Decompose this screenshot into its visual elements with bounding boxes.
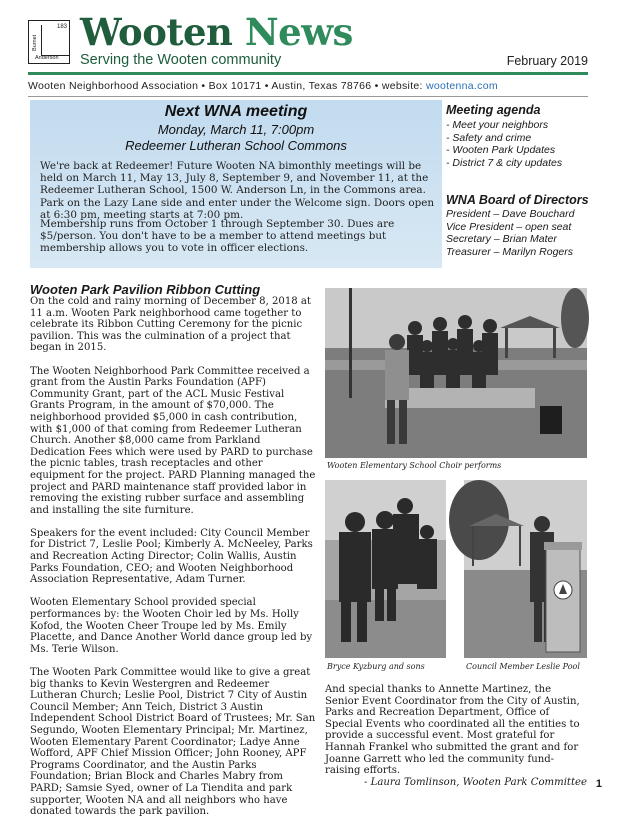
agenda-item: - Safety and crime xyxy=(446,131,532,144)
agenda-item: - District 7 & city updates xyxy=(446,156,563,169)
logo-street-line xyxy=(41,25,42,55)
article-paragraph: And special thanks to Annette Martinez, the Senior Event Coordinator from the City of Austin, Parks and Recreation Department, Office of Special Events who coordinated all the entities to provide a successful event. Most grateful for Hannah Frankel who submitted the grant and for Joanne Garrett who led the community fund-raising efforts. xyxy=(325,684,580,777)
board-member: President – Dave Bouchard xyxy=(446,208,575,220)
title-wooten: Wooten xyxy=(80,10,233,54)
council-member-photo-image xyxy=(464,480,587,658)
board-member: Secretary – Brian Mater xyxy=(446,233,557,245)
header-divider xyxy=(28,72,588,75)
title-news: News xyxy=(244,10,353,54)
council-member-photo xyxy=(464,480,587,658)
address-text: Wooten Neighborhood Association • Box 10171 • Austin, Texas 78766 • website: xyxy=(28,80,423,92)
tagline: Serving the Wooten community xyxy=(80,52,282,68)
website-link[interactable]: wootenna.com xyxy=(425,80,498,92)
article-paragraph: Speakers for the event included: City Council Member for District 7, Leslie Pool; Kimberly A. McNeeley, Parks and Recreation Acting Director; Colin Wallis, Austin Parks Foundation, CEO; and Wooten Neighborhood Association Representative, Adam Turner. xyxy=(30,527,313,586)
wna-logo xyxy=(28,20,70,64)
article-paragraph: Wooten Elementary School provided special performances by: the Wooten Choir led by Ms. Holly Kofod, the Wooten Cheer Troupe led by Ms. Emily Placette, and Dance Another World dance group led by Ms. Terie Wilson. xyxy=(30,597,313,655)
meeting-place: Redeemer Lutheran School Commons xyxy=(125,138,347,153)
choir-caption: Wooten Elementary School Choir performs xyxy=(327,461,502,470)
address-bar xyxy=(28,80,498,92)
article-paragraph: The Wooten Neighborhood Park Committee received a grant from the Austin Parks Foundation (APF) Community Grant, part of the ACL Music Festival Grants Program, in the amount of $70,000. The neighborhood provided $5,000 in cash contribution, with $1,000 of that coming from Redeemer Lutheran Church. Another $8,000 came from Parkland Dedication Fees which were used by PARD to purchase the picnic tables, trash receptacles and other equipment for the project. PARD Planning managed the project and PARD maintenance staff provided labor in removing the existing rubber surface and assembling and installing the site furniture. xyxy=(30,365,316,516)
agenda-list xyxy=(446,119,562,169)
family-photo-image xyxy=(325,480,446,658)
board-list xyxy=(446,208,574,258)
article-paragraph: On the cold and rainy morning of December 8, 2018 at 11 a.m. Wooten Park neighborhood came together to celebrate its Ribbon Cutting Ceremony for the picnic pavilion. This was the culmination of a project that began in 2015. xyxy=(30,296,311,354)
meeting-announcement-box xyxy=(30,100,442,268)
meeting-date: Monday, March 11, 7:00pm xyxy=(157,122,315,137)
choir-photo-image xyxy=(325,288,587,458)
meeting-title: Next WNA meeting xyxy=(164,103,308,120)
newsletter-title xyxy=(80,10,353,54)
council-member-caption: Council Member Leslie Pool xyxy=(466,662,580,671)
address-divider xyxy=(28,96,588,97)
meeting-details: We're back at Redeemer! Future Wooten NA bimonthly meetings will be held on March 11, May 13, July 8, September 9, and November 11, at the Redeemer Lutheran School, 1500 W. Anderson Ln, in the Commons area. Park on the Lazy Lane side and enter under the Welcome sign. Doors open at 6:30 pm, meeting starts at 7:00 pm. xyxy=(40,160,435,221)
agenda-title: Meeting agenda xyxy=(446,103,541,117)
logo-street-burnet: Burnet xyxy=(32,34,38,51)
page-number: 1 xyxy=(595,778,602,790)
article-paragraph: The Wooten Park Committee would like to give a great big thanks to Kevin Westergren and Redeemer Lutheran Church; Leslie Pool, District 7 City of Austin Council Member; Ann Teich, District 3 Austin Independent School District Board of Trustees; Mr. San Segundo, Wooten Elementary Principal; Mr. Martinez, Wooten Elementary Parent Coordinator; Ladye Anne Wofford, APF Chief Mission Officer; John Rooney, APF Programs Coordinator, and the Austin Parks Foundation; Brian Block and Charles Mabry from PARD; Samsie Syed, owner of La Tiendita and park supporter, Wooten NA and all neighbors who have donated towards the park pavilion. xyxy=(30,667,316,818)
logo-street-anderson: Anderson xyxy=(35,55,59,61)
article-left-column xyxy=(30,296,317,829)
agenda-item: - Meet your neighbors xyxy=(446,119,549,131)
issue-date: February 2019 xyxy=(506,54,588,68)
board-member: Treasurer – Marilyn Rogers xyxy=(446,245,574,258)
article-title: Wooten Park Pavilion Ribbon Cutting xyxy=(30,282,261,297)
board-member: Vice President – open seat xyxy=(446,220,572,233)
family-caption: Bryce Kyzburg and sons xyxy=(327,662,425,671)
choir-photo xyxy=(325,288,587,458)
membership-details: Membership runs from October 1 through September 30. Dues are $5/person. You don't have to be a member to attend meetings but membership allows you to vote in officer elections. xyxy=(40,218,395,255)
board-title: WNA Board of Directors xyxy=(446,193,589,207)
logo-number: 183 xyxy=(56,24,67,30)
agenda-item: - Wooten Park Updates xyxy=(446,144,556,156)
family-photo xyxy=(325,480,446,658)
article-right-column xyxy=(325,684,587,788)
article-signature: - Laura Tomlinson, Wooten Park Committee xyxy=(364,776,587,788)
